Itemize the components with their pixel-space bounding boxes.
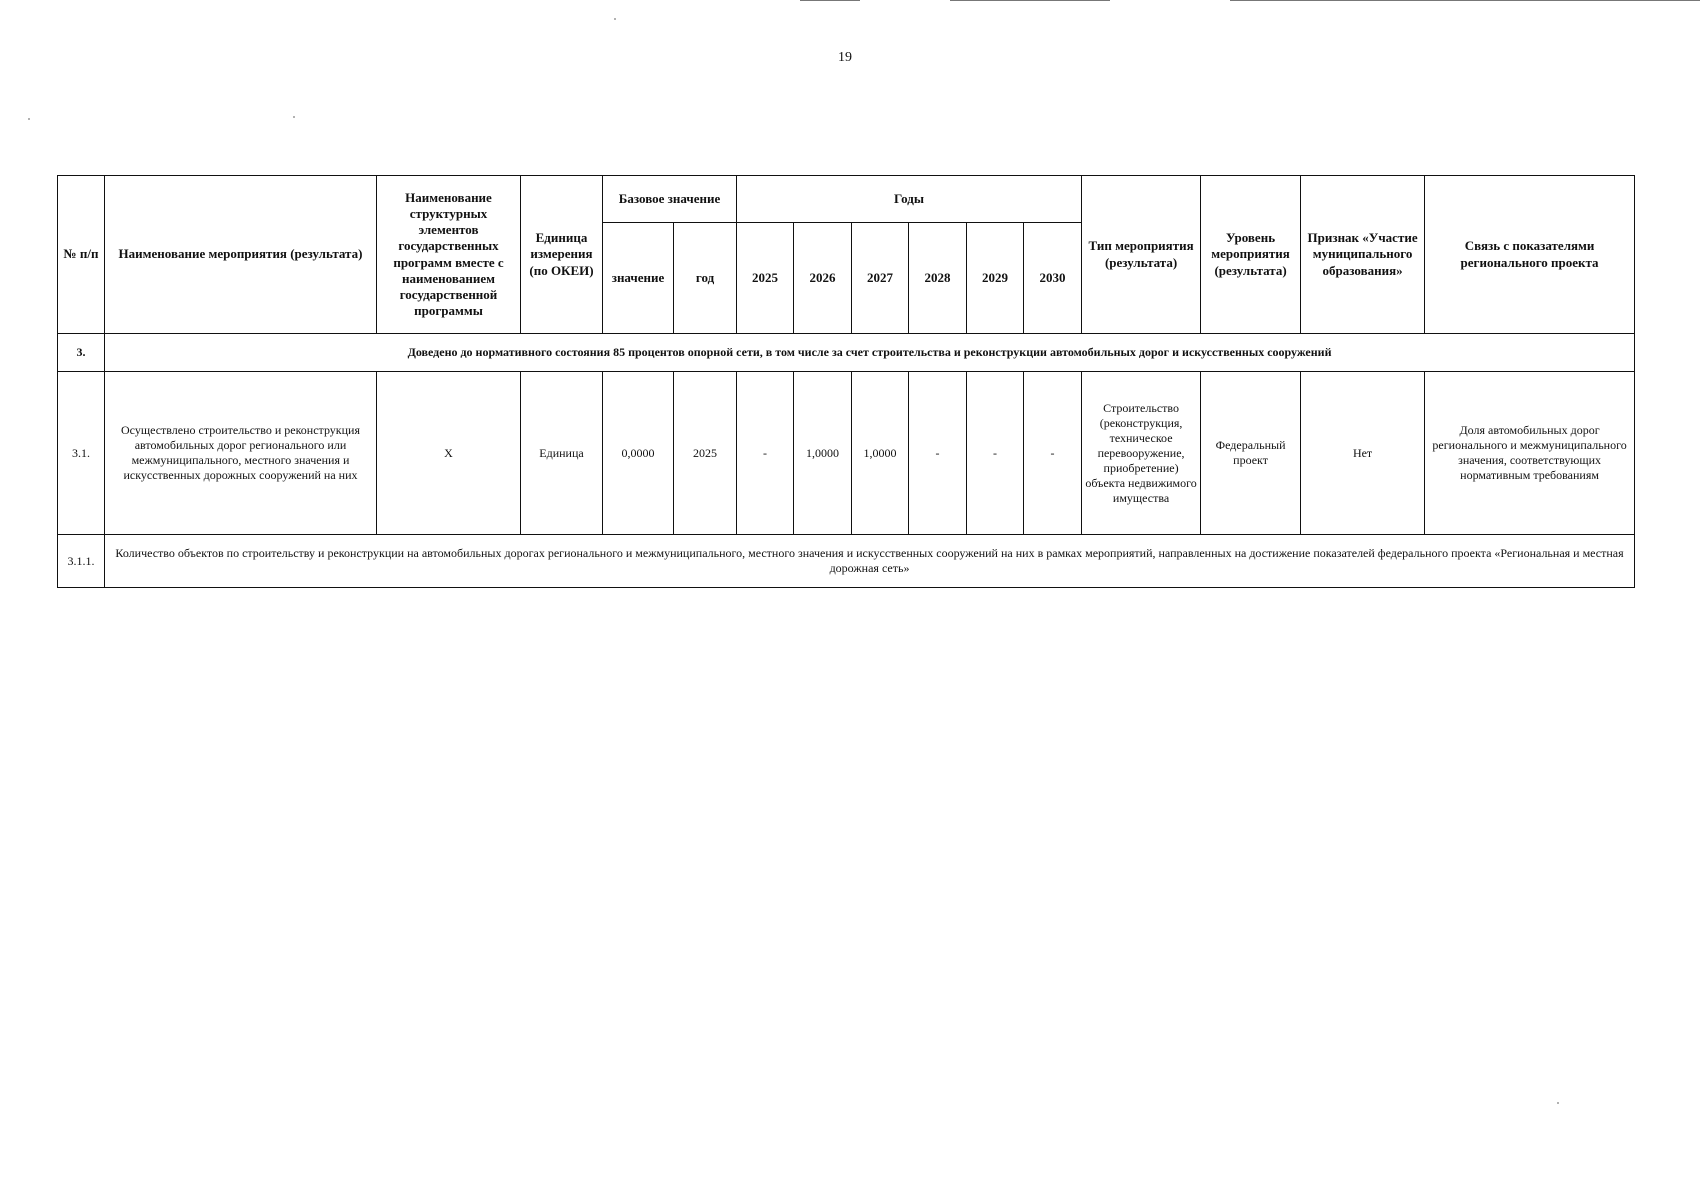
row-base-year: 2025 <box>674 372 737 535</box>
header-year: 2028 <box>909 223 967 334</box>
row-sign: Нет <box>1301 372 1425 535</box>
header-base-value: значение <box>603 223 674 334</box>
header-name: Наименование мероприятия (результата) <box>105 176 377 334</box>
row-value-2029: - <box>967 372 1024 535</box>
measures-table <box>57 175 1635 588</box>
row-link: Доля автомобильных дорог регионального и межмуниципального значения, соответствующих нормативным требованиям <box>1425 372 1635 535</box>
row-base-value: 0,0000 <box>603 372 674 535</box>
subrow-num: 3.1.1. <box>58 535 105 588</box>
header-level: Уровень мероприятия (результата) <box>1201 176 1301 334</box>
header-base: Базовое значение <box>603 176 737 223</box>
row-value-2027: 1,0000 <box>852 372 909 535</box>
scan-artifact-line <box>950 0 1110 1</box>
header-num: № п/п <box>58 176 105 334</box>
subrow-text: Количество объектов по строительству и реконструкции на автомобильных дорогах регионального и межмуниципального, местного значения и искусственных сооружений на них в рамках мероприятий, направленных на достижение показателей федерального проекта «Региональная и местная дорожная сеть» <box>105 535 1635 588</box>
scan-artifact-dot <box>1557 1102 1559 1104</box>
header-year: 2030 <box>1024 223 1082 334</box>
page-number: 19 <box>838 50 852 65</box>
header-year: 2025 <box>737 223 794 334</box>
scan-artifact-dot <box>614 18 616 20</box>
subrow <box>58 535 1635 588</box>
row-value-2025: - <box>737 372 794 535</box>
row-value-2030: - <box>1024 372 1082 535</box>
row-unit: Единица <box>521 372 603 535</box>
row-value-2028: - <box>909 372 967 535</box>
row-value-2026: 1,0000 <box>794 372 852 535</box>
section-title: Доведено до нормативного состояния 85 процентов опорной сети, в том числе за счет строительства и реконструкции автомобильных дорог и искусственных сооружений <box>105 334 1635 372</box>
section-row <box>58 334 1635 372</box>
header-years: Годы <box>737 176 1082 223</box>
table-row <box>58 372 1635 535</box>
header-base-year: год <box>674 223 737 334</box>
scan-artifact-line <box>800 0 860 1</box>
scan-artifact-line <box>1230 0 1700 1</box>
row-level: Федеральный проект <box>1201 372 1301 535</box>
header-year: 2026 <box>794 223 852 334</box>
header-structural: Наименование структурных элементов государственных программ вместе с наименованием государственной программы <box>377 176 521 334</box>
header-year: 2029 <box>967 223 1024 334</box>
header-type: Тип мероприятия (результата) <box>1082 176 1201 334</box>
row-structural: X <box>377 372 521 535</box>
row-num: 3.1. <box>58 372 105 535</box>
section-num: 3. <box>58 334 105 372</box>
scan-artifact-dot <box>28 118 30 120</box>
row-name: Осуществлено строительство и реконструкция автомобильных дорог регионального или межмуниципального, местного значения и искусственных дорожных сооружений на них <box>105 372 377 535</box>
header-sign: Признак «Участие муниципального образования» <box>1301 176 1425 334</box>
header-link: Связь с показателями регионального проекта <box>1425 176 1635 334</box>
row-type: Строительство (реконструкция, техническое перевооружение, приобретение) объекта недвижимого имущества <box>1082 372 1201 535</box>
header-year: 2027 <box>852 223 909 334</box>
scan-artifact-dot <box>293 116 295 118</box>
header-unit: Единица измерения (по ОКЕИ) <box>521 176 603 334</box>
